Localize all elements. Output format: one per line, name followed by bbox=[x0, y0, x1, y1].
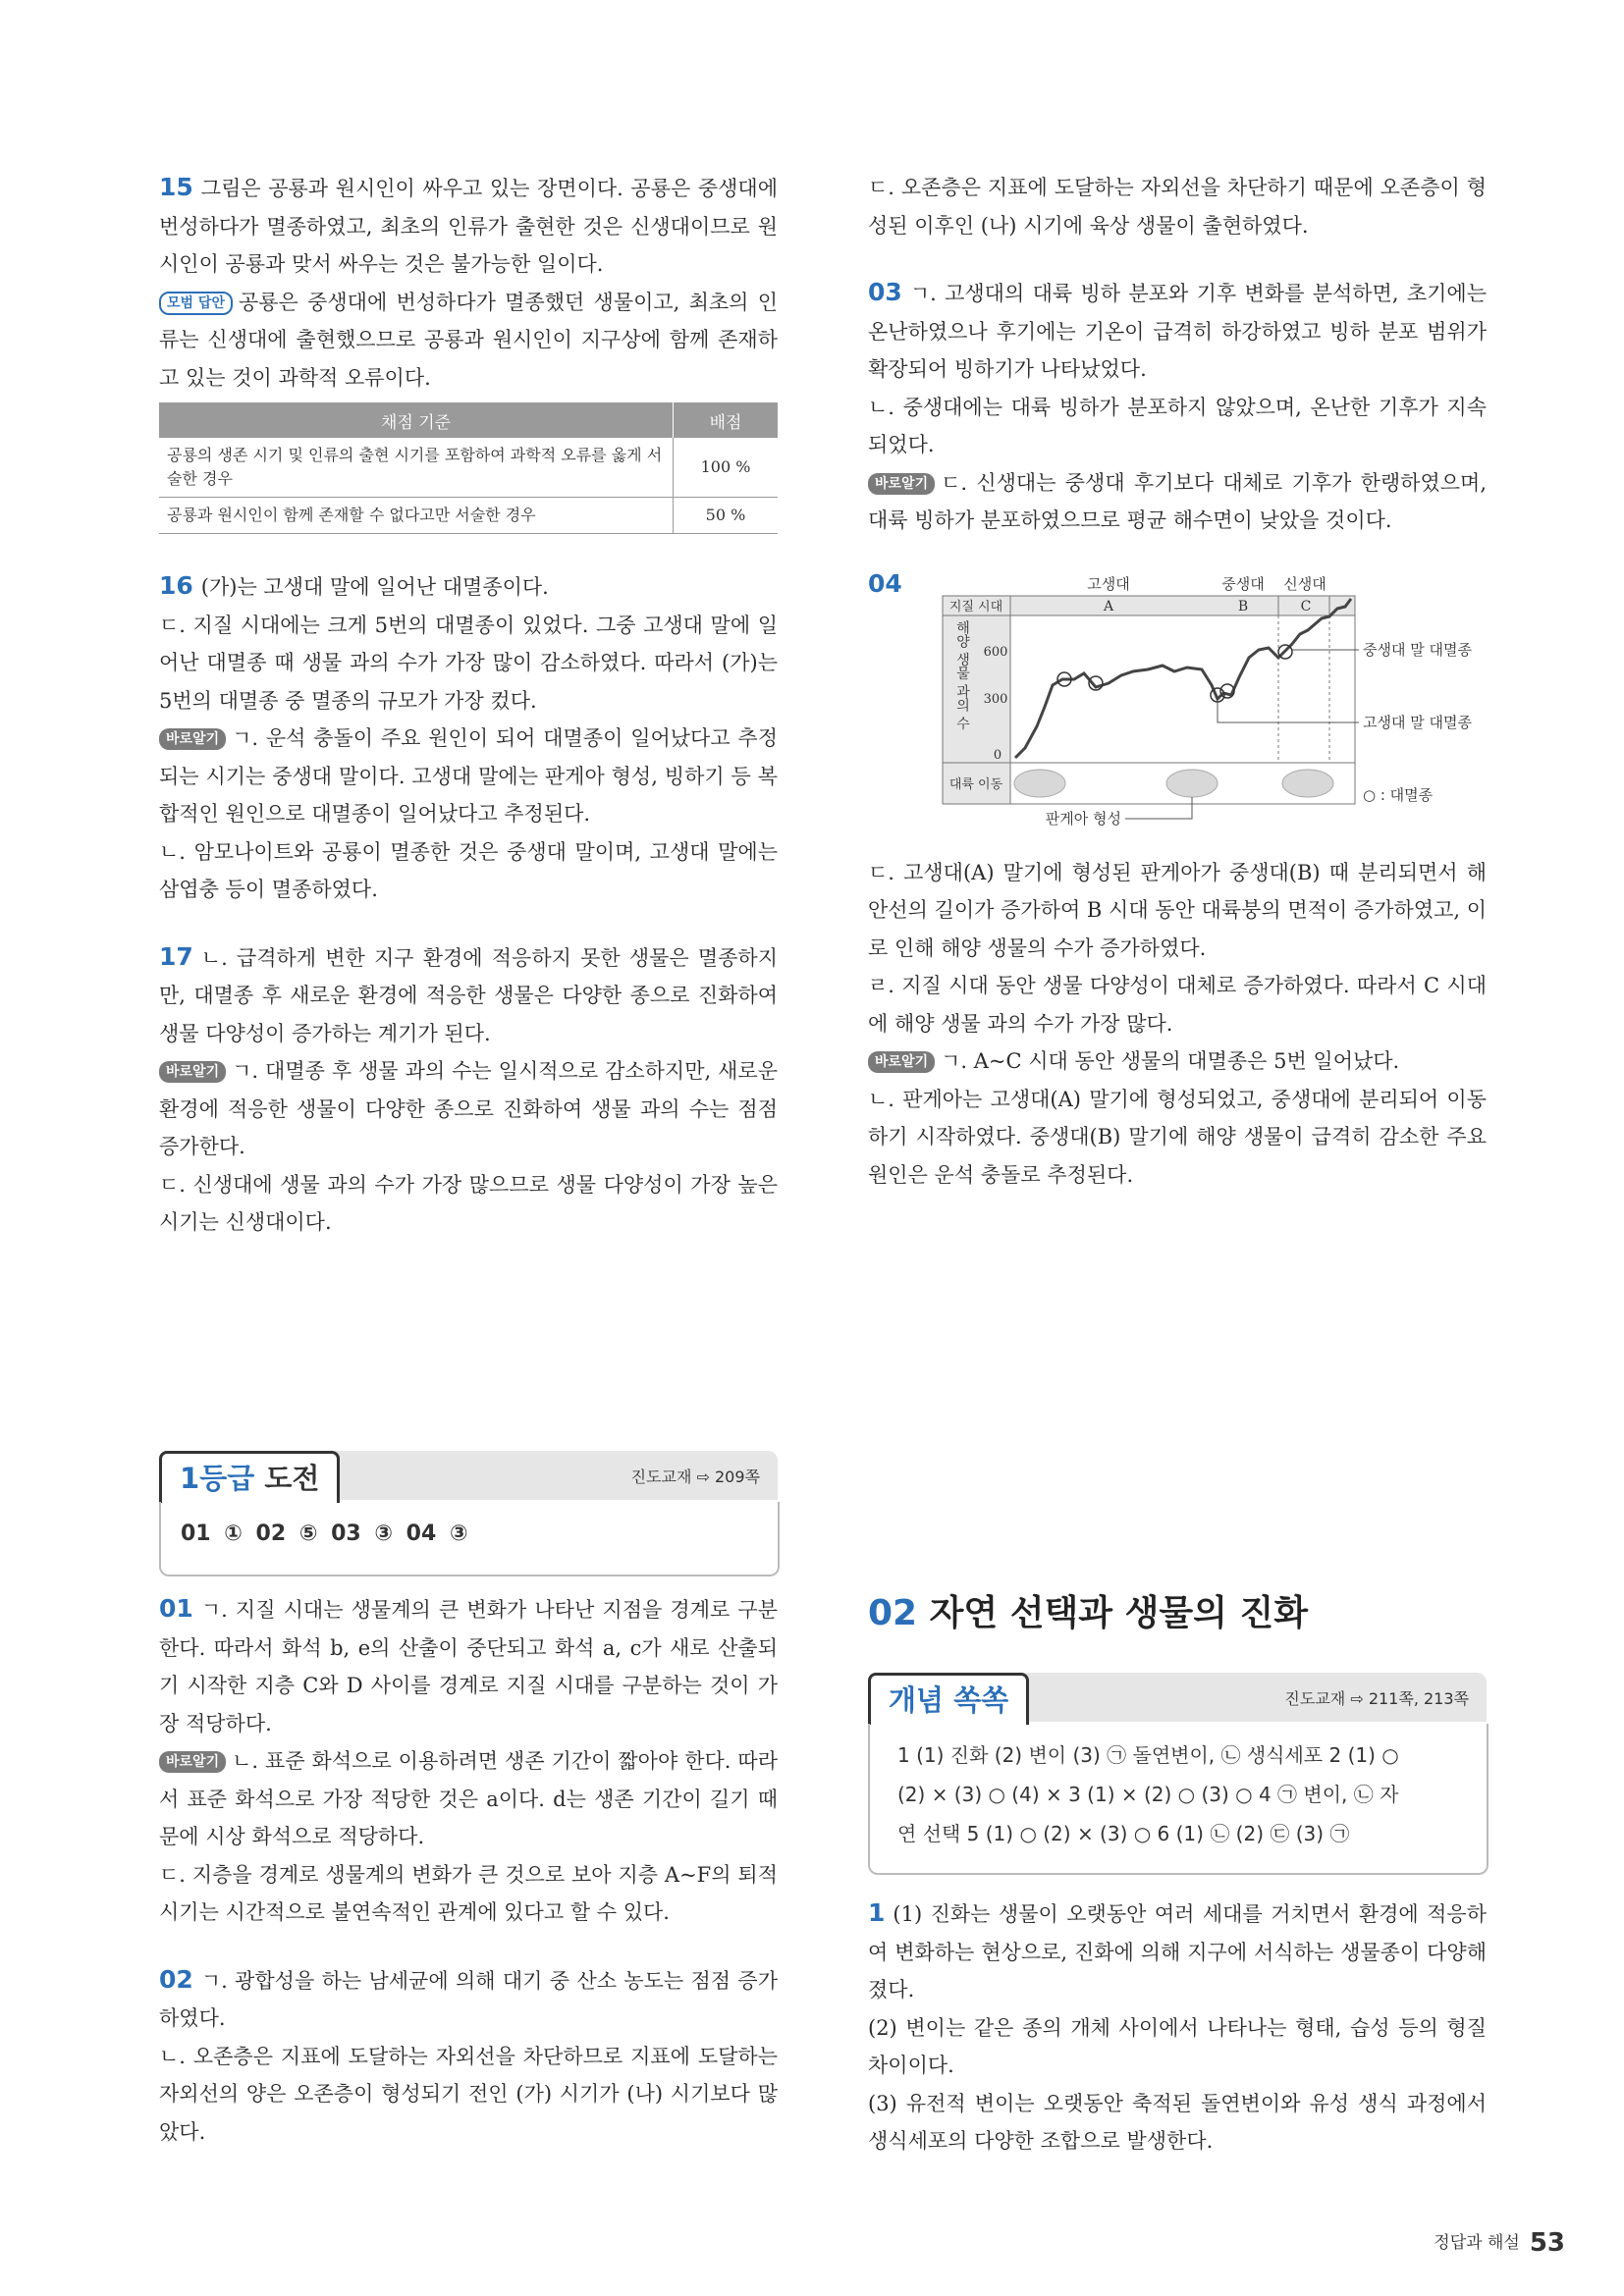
question-number: 15 bbox=[159, 173, 193, 201]
question-number: 01 bbox=[159, 1594, 193, 1623]
annotation-mesozoic-end: 중생대 말 대멸종 bbox=[1363, 640, 1472, 659]
answer-c04-text bbox=[868, 854, 1487, 1195]
wrong-answer-tag: 바로알기 bbox=[159, 1061, 226, 1083]
table-cell: 공룡과 원시인이 함께 존재할 수 없다고만 서술한 경우 bbox=[159, 498, 674, 534]
answer-text: ㄱ. 대멸종 후 생물 과의 수는 일시적으로 감소하지만, 새로운 환경에 적응한 생물이 다양한 종으로 진화하여 생물 과의 수는 점점 증가한다. bbox=[159, 1059, 778, 1158]
model-answer-tag: 모범 답안 bbox=[159, 292, 233, 315]
table-row bbox=[159, 438, 778, 498]
era-letter: A bbox=[1103, 598, 1114, 614]
answer-text: (3) 유전적 변이는 오랫동안 축적된 돌연변이와 유성 생식 과정에서 생식세포의 다양한 조합으로 발생한다. bbox=[868, 2091, 1487, 2153]
answer-text: (2) 변이는 같은 종의 개체 사이에서 나타나는 형태, 습성 등의 형질 차이이다. bbox=[868, 2015, 1487, 2077]
answer-key: 01 ① 02 ⑤ 03 ③ 04 ③ bbox=[181, 1522, 468, 1546]
challenge-title bbox=[159, 1451, 340, 1503]
question-number: 03 bbox=[868, 278, 902, 306]
answer-text: ㄱ. 지질 시대는 생물계의 큰 변화가 나타난 지점을 경계로 구분한다. 따라서 화석 b, e의 산출이 중단되고 화석 a, c가 새로 산출되기 시작한 지층 C와 D 사이를 경계로 지질 시대를 구분하는 것이 가장 적당하다. bbox=[159, 1598, 778, 1735]
answer-text: ㄱ. 광합성을 하는 남세균에 의해 대기 중 산소 농도는 점점 증가하였다. bbox=[159, 1968, 778, 2030]
answer-text: ㄱ. 고생대의 대륙 빙하 분포와 기후 변화를 분석하면, 초기에는 온난하였으나 후기에는 기온이 급격히 하강하였고 빙하 분포 범위가 확장되어 빙하기가 나타났었다. bbox=[868, 282, 1487, 381]
concept-box-header bbox=[868, 1673, 1487, 1722]
row-label: 지질 시대 bbox=[948, 599, 1003, 614]
table-cell: 50 % bbox=[674, 498, 779, 534]
wrong-answer-tag: 바로알기 bbox=[159, 728, 226, 750]
scoring-table bbox=[159, 402, 778, 534]
chart-legend: ○ : 대멸종 bbox=[1363, 785, 1434, 804]
chart-svg bbox=[868, 569, 1487, 883]
answer-text: ㄷ. 오존층은 지표에 도달하는 자외선을 차단하기 때문에 오존층이 형성된 이후인 (나) 시기에 육상 생물이 출현하였다. bbox=[868, 176, 1487, 238]
answer-key-line: (2) × (3) ○ (4) × 3 (1) × (2) ○ (3) ○ 4 ㉠ 변이, ㉡ 자 bbox=[897, 1783, 1399, 1806]
answer-text: ㄴ. 판게아는 고생대(A) 말기에 형성되었고, 중생대에 분리되어 이동하기 시작하였다. 중생대(B) 말기에 해양 생물이 급격히 감소한 주요 원인은 운석 충돌로 추정된다. bbox=[868, 1087, 1487, 1187]
answer-c02 bbox=[159, 1961, 778, 2152]
model-answer-text: 공룡은 중생대에 번성하다가 멸종했던 생물이고, 최초의 인류는 신생대에 출현했으므로 공룡과 원시인이 지구상에 함께 존재하고 있는 것이 과학적 오류이다. bbox=[159, 290, 778, 390]
answer-text: ㄱ. A~C 시대 동안 생물의 대멸종은 5번 일어났다. bbox=[941, 1049, 1400, 1073]
answer-15 bbox=[159, 169, 778, 534]
annotation-paleozoic-end: 고생대 말 대멸종 bbox=[1363, 713, 1472, 731]
answer-key-line: 연 선택 5 (1) ○ (2) × (3) ○ 6 (1) ㉡ (2) ㉢ (3) ㉠ bbox=[897, 1822, 1350, 1845]
answer-17 bbox=[159, 938, 778, 1242]
textbook-reference: 진도교재 ⇨ 211쪽, 213쪽 bbox=[1284, 1689, 1469, 1708]
era-label: 고생대 bbox=[1087, 574, 1130, 593]
answer-text: ㄴ. 암모나이트와 공룡이 멸종한 것은 중생대 말이며, 고생대 말에는 삼엽충 등이 멸종하였다. bbox=[159, 839, 778, 901]
answer-c03 bbox=[868, 274, 1487, 540]
answer-text: ㄷ. 지층을 경계로 생물계의 변화가 큰 것으로 보아 지층 A~F의 퇴적 시기는 시간적으로 불연속적인 관계에 있다고 할 수 있다. bbox=[159, 1862, 778, 1924]
question-number: 1 bbox=[868, 1898, 886, 1927]
answer-text: ㄱ. 운석 충돌이 주요 원인이 되어 대멸종이 일어났다고 추정되는 시기는 중생대 말이다. 고생대 말에는 판게아 형성, 빙하기 등 복합적인 원인으로 대멸종이 일어났다고 추정된다. bbox=[159, 726, 778, 826]
table-cell: 공룡의 생존 시기 및 인류의 출현 시기를 포함하여 과학적 오류를 옳게 서술한 경우 bbox=[159, 438, 674, 498]
era-label: 중생대 bbox=[1221, 574, 1265, 593]
concept-answers-box bbox=[868, 1724, 1489, 1875]
question-number: 04 bbox=[868, 568, 902, 598]
answer-16 bbox=[159, 567, 778, 909]
pangaea-label: 판게아 형성 bbox=[1045, 809, 1121, 828]
answer-key bbox=[897, 1735, 1473, 1853]
answer-text: ㄴ. 표준 화석으로 이용하려면 생존 기간이 짧아야 한다. 따라서 표준 화석으로 가장 적당한 것은 a이다. d는 생존 기간이 길기 때문에 시상 화석으로 적당하다. bbox=[159, 1749, 778, 1848]
answer-text: ㄴ. 급격하게 변한 지구 환경에 적응하지 못한 생물은 멸종하지만, 대멸종 후 새로운 환경에 적응한 생물은 다양한 종으로 진화하여 생물 다양성이 증가하는 계기가 된다. bbox=[159, 945, 778, 1045]
table-row bbox=[159, 498, 778, 534]
textbook-reference: 진도교재 ⇨ 209쪽 bbox=[630, 1468, 760, 1486]
wrong-answer-tag: 바로알기 bbox=[159, 1751, 226, 1773]
footer-label: 정답과 해설 bbox=[1434, 2233, 1520, 2253]
era-row bbox=[943, 596, 1355, 615]
answer-text: ㄷ. 지질 시대에는 크게 5번의 대멸종이 있었다. 그중 고생대 말에 일어난 대멸종 때 생물 과의 수가 가장 많이 감소하였다. 따라서 (가)는 5번의 대멸종 중 멸종의 규모가 가장 컸다. bbox=[159, 613, 778, 713]
left-column bbox=[159, 169, 778, 1271]
answer-text: ㄴ. 오존층은 지표에 도달하는 자외선을 차단하므로 지표에 도달하는 자외선의 양은 오존층이 형성되기 전인 (가) 시기가 (나) 시기보다 많았다. bbox=[159, 2044, 778, 2144]
y-tick: 600 bbox=[983, 644, 1008, 660]
wrong-answer-tag: 바로알기 bbox=[868, 473, 935, 495]
table-header: 채점 기준 bbox=[159, 402, 674, 438]
y-tick: 300 bbox=[983, 691, 1008, 707]
answer-key-line: 1 (1) 진화 (2) 변이 (3) ㉠ 돌연변이, ㉡ 생식세포 2 (1) ○ bbox=[897, 1743, 1399, 1767]
globe-icon bbox=[1166, 770, 1218, 797]
y-label-cell bbox=[943, 615, 1010, 763]
globe-icon bbox=[1282, 770, 1333, 797]
answer-c01 bbox=[159, 1590, 778, 1932]
page-footer bbox=[1434, 2228, 1565, 2258]
globe-icon bbox=[1014, 770, 1065, 797]
page-number: 53 bbox=[1529, 2228, 1565, 2258]
era-label: 신생대 bbox=[1283, 574, 1326, 593]
answer-text: ㄷ. 신생대는 중생대 후기보다 대체로 기후가 한랭하였으며, 대륙 빙하가 분포하였으므로 평균 해수면이 낮았을 것이다. bbox=[868, 470, 1487, 532]
era-letter: B bbox=[1237, 598, 1249, 614]
answer-text: ㄷ. 신생대에 생물 과의 수가 가장 많으므로 생물 다양성이 가장 높은 시기는 신생대이다. bbox=[159, 1172, 778, 1234]
section-title bbox=[868, 1585, 1308, 1635]
question-number: 17 bbox=[159, 941, 193, 971]
answer-c04 bbox=[868, 568, 1487, 1187]
left-column-bottom bbox=[159, 1590, 778, 2180]
era-letter: C bbox=[1300, 598, 1312, 614]
challenge-box-header bbox=[159, 1451, 778, 1500]
section-title-text: 자연 선택과 생물의 진화 bbox=[929, 1593, 1309, 1633]
mass-extinction-chart bbox=[868, 568, 1487, 1187]
y-axis-label: 해양 생물 과의 수 bbox=[954, 619, 970, 730]
drift-row-label: 대륙 이동 bbox=[948, 776, 1003, 792]
table-cell: 100 % bbox=[674, 438, 779, 498]
title-part: 1등급 bbox=[180, 1462, 255, 1495]
answer-text: (1) 진화는 생물이 오랫동안 여러 세대를 거치면서 환경에 적응하여 변화하는 현상으로, 진화에 의해 지구에 서식하는 생물종이 다양해졌다. bbox=[868, 1902, 1487, 2002]
answer-c02-continued bbox=[868, 169, 1487, 244]
y-tick: 0 bbox=[993, 747, 1002, 763]
challenge-answers-box bbox=[159, 1502, 780, 1576]
answer-text: ㄹ. 지질 시대 동안 생물 다양성이 대체로 증가하였다. 따라서 C 시대에 해양 생물 과의 수가 가장 많다. bbox=[868, 974, 1487, 1036]
right-column-bottom bbox=[868, 1895, 1487, 2190]
wrong-answer-tag: 바로알기 bbox=[868, 1051, 935, 1073]
answer-text: ㄷ. 고생대(A) 말기에 형성된 판게아가 중생대(B) 때 분리되면서 해안선의 길이가 증가하여 B 시대 동안 대륙붕의 면적이 증가하였고, 이로 인해 해양 생물의 수가 증가하였다. bbox=[868, 860, 1487, 960]
question-number: 02 bbox=[159, 1964, 193, 1994]
table-header: 배점 bbox=[674, 402, 779, 438]
question-number: 16 bbox=[159, 571, 193, 600]
right-column bbox=[868, 169, 1487, 1187]
section-number: 02 bbox=[868, 1593, 918, 1633]
concept-title bbox=[868, 1673, 1029, 1725]
answer-text: ㄴ. 중생대에는 대륙 빙하가 분포하지 않았으며, 온난한 기후가 지속되었다. bbox=[868, 395, 1487, 456]
title-part: 개념 bbox=[889, 1683, 945, 1717]
title-part: 쏙쏙 bbox=[953, 1683, 1009, 1717]
title-part: 도전 bbox=[264, 1462, 320, 1495]
answer-k1 bbox=[868, 1895, 1487, 2161]
answer-text: (가)는 고생대 말에 일어난 대멸종이다. bbox=[200, 575, 549, 599]
answer-text: 그림은 공룡과 원시인이 싸우고 있는 장면이다. 공룡은 중생대에 번성하다가 멸종하였고, 최초의 인류가 출현한 것은 신생대이므로 원시인이 공룡과 맞서 싸우는 것은 불가능한 일이다. bbox=[159, 177, 778, 276]
